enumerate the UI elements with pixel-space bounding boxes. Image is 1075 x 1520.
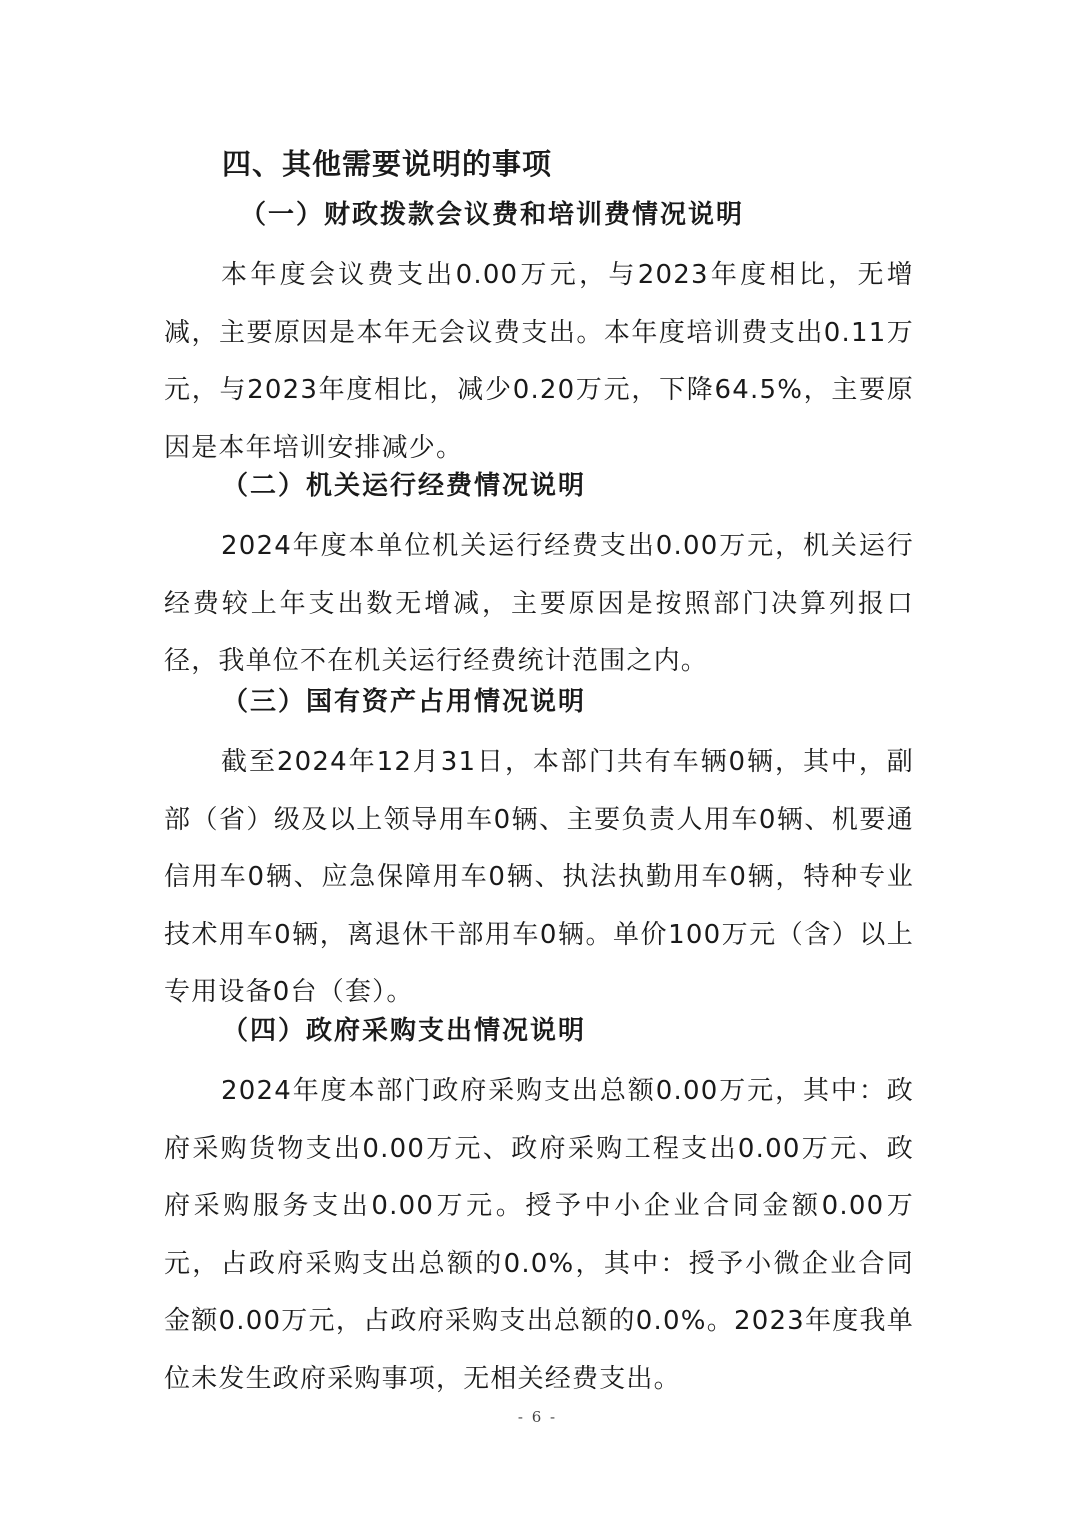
subsection-body-3: 截至2024年12月31日，本部门共有车辆0辆，其中，副部（省）级及以上领导用车0辆、主要负责人用车0辆、机要通信用车0辆、应急保障用车0辆、执法执勤用车0辆，特种专业技术用车0辆，离退休干部用车0辆。单价100万元（含）以上专用设备0台（套）。: [164, 747, 914, 1007]
section-heading: 四、其他需要说明的事项: [222, 147, 553, 181]
subsection-title-4: （四）政府采购支出情况说明: [222, 1016, 587, 1046]
page-number: - 6 -: [517, 1408, 558, 1426]
subsection-body-1: 本年度会议费支出0.00万元，与2023年度相比，无增减，主要原因是本年无会议费支出。本年度培训费支出0.11万元，与2023年度相比，减少0.20万元，下降64.5%，主要原因是本年培训安排减少。: [164, 260, 914, 463]
subsection-body-4: 2024年度本部门政府采购支出总额0.00万元，其中：政府采购货物支出0.00万元、政府采购工程支出0.00万元、政府采购服务支出0.00万元。授予中小企业合同金额0.00万元，占政府采购支出总额的0.0%，其中：授予小微企业合同金额0.00万元，占政府采购支出总额的0.0%。2023年度我单位未发生政府采购事项，无相关经费支出。: [164, 1076, 914, 1394]
subsection-title-3: （三）国有资产占用情况说明: [222, 687, 587, 717]
subsection-title-2: （二）机关运行经费情况说明: [222, 471, 587, 501]
subsection-title-1: （一）财政拨款会议费和培训费情况说明: [240, 200, 745, 230]
subsection-body-2: 2024年度本单位机关运行经费支出0.00万元，机关运行经费较上年支出数无增减，主要原因是按照部门决算列报口径，我单位不在机关运行经费统计范围之内。: [164, 531, 914, 676]
